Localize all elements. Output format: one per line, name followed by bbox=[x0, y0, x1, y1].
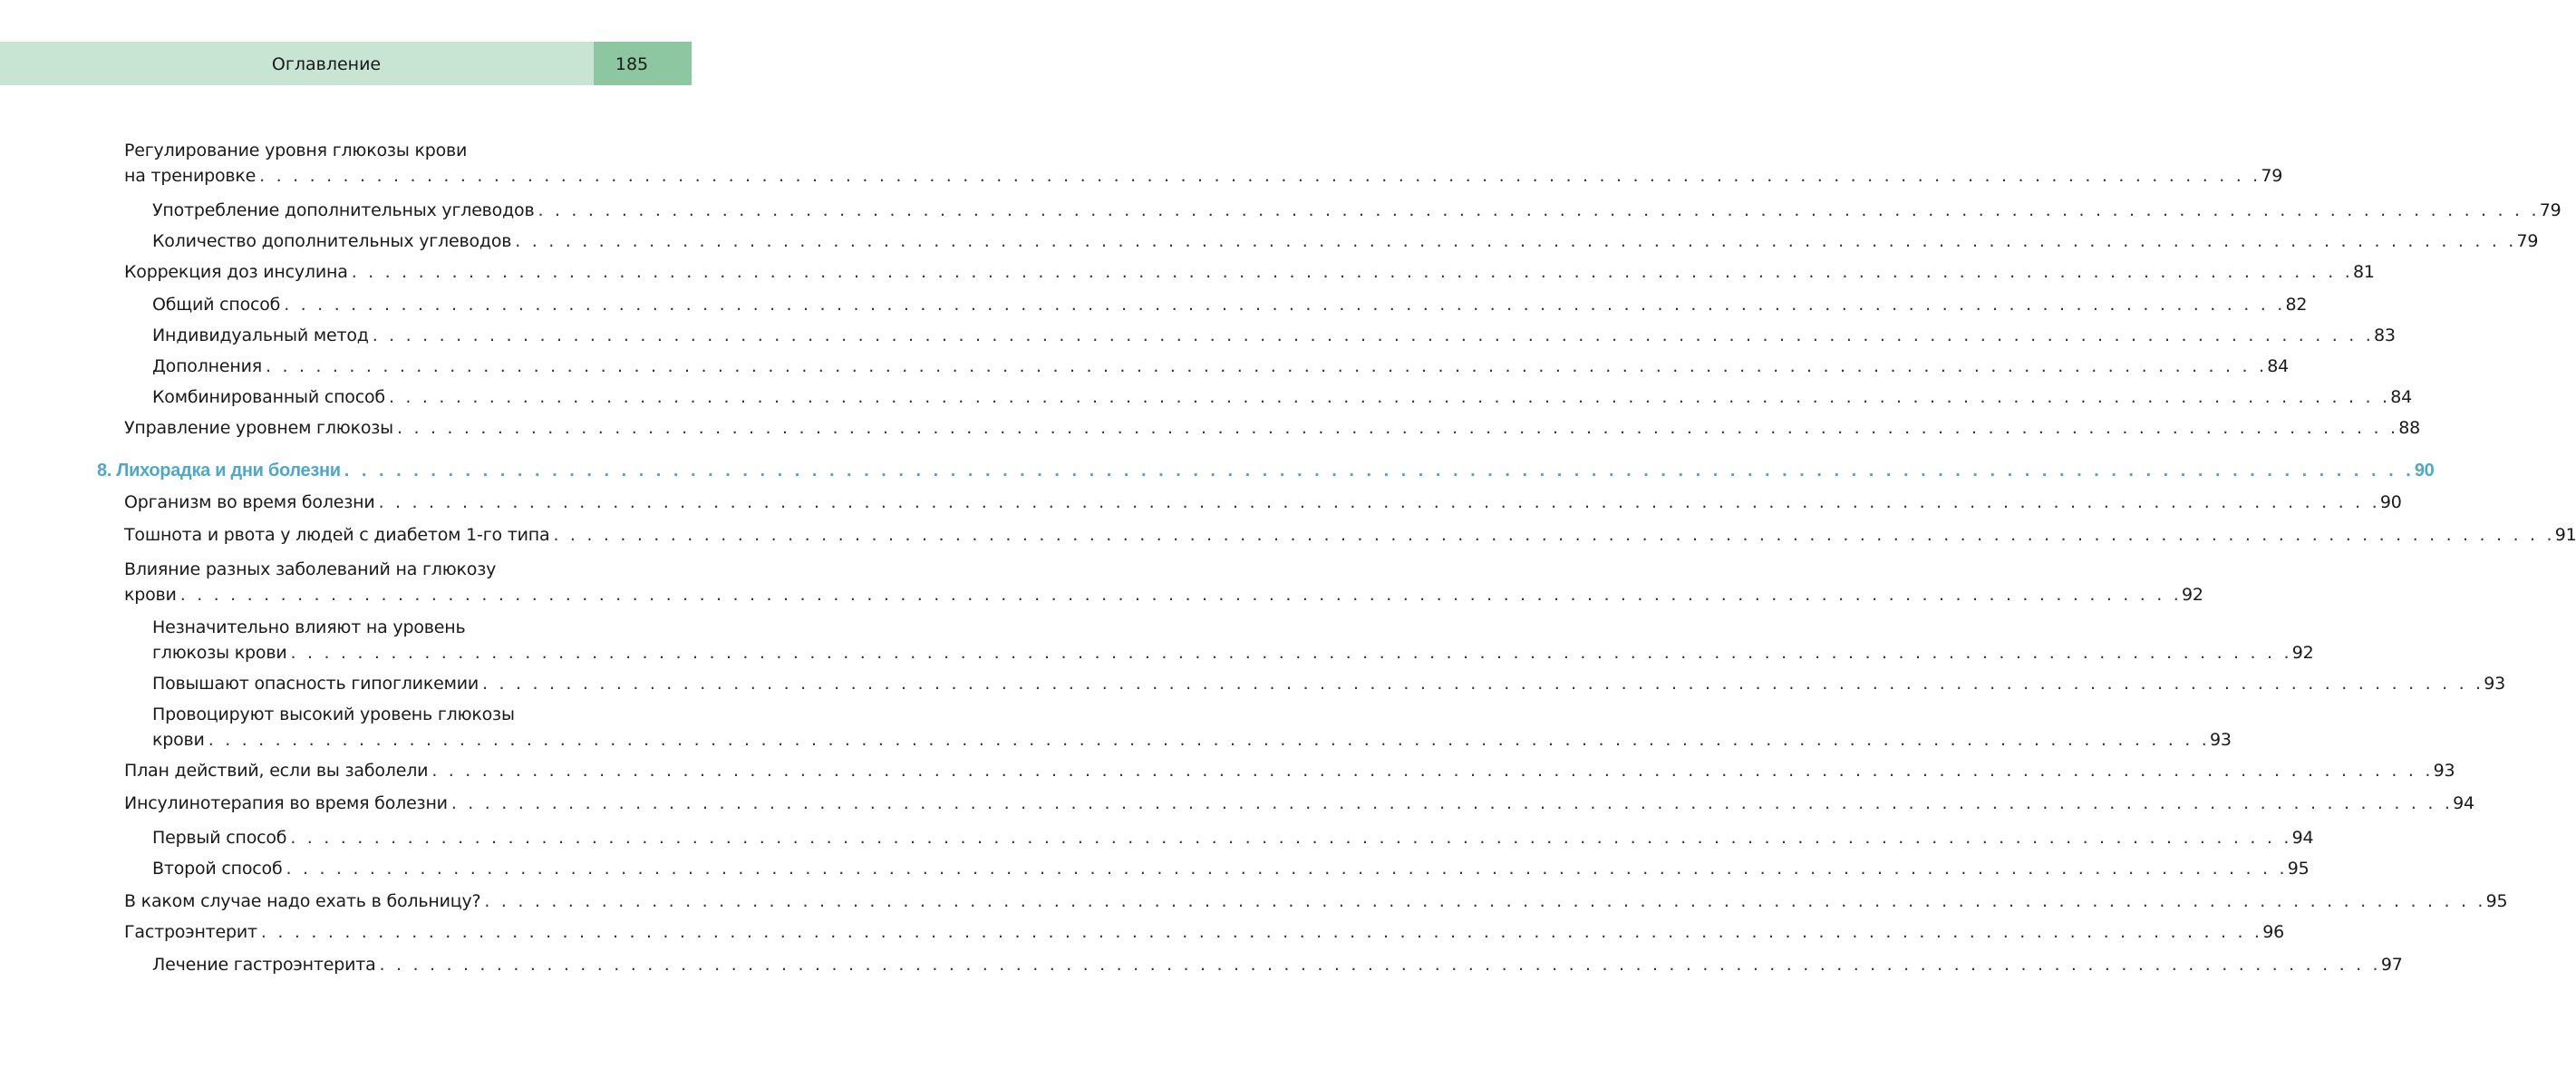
entry-title: Инсулинотерапия во время болезни bbox=[124, 793, 448, 813]
entry-page-number: 95 bbox=[2287, 859, 2310, 879]
entry-title: Индивидуальный метод bbox=[152, 325, 369, 345]
entry-title: глюкозы крови bbox=[152, 643, 287, 663]
dot-leader: . . . . . . . . . . . . . . . . . . . . . . . . . . . . . . . . . . . . . . . . . . . . . . . . . . . . . . . . . . . . . . . . . . . . . . . . . . . . . . . . . . . . . . . . . . . . . . . . . . . . . . . . . . . . . . . . . . . . . . . . bbox=[344, 461, 2415, 481]
entry-page-number: 90 bbox=[2379, 492, 2402, 512]
entry-page-number: 94 bbox=[2291, 828, 2314, 848]
page-number: 185 bbox=[615, 54, 649, 74]
entry-title: Первый способ bbox=[152, 828, 287, 848]
entry-title: Организм во время болезни bbox=[124, 492, 375, 512]
dot-leader: . . . . . . . . . . . . . . . . . . . . . . . . . . . . . . . . . . . . . . . . . . . . . . . . . . . . . . . . . . . . . . . . . . . . . . . . . . . . . . . . . . . . . . . . . . . . . . . . . . . . . . . . . . . . . . . . . . . . . . . . bbox=[290, 828, 2292, 848]
entry-page-number: 97 bbox=[2380, 955, 2403, 975]
toc-entry bbox=[152, 384, 2412, 410]
dot-leader: . . . . . . . . . . . . . . . . . . . . . . . . . . . . . . . . . . . . . . . . . . . . . . . . . . . . . . . . . . . . . . . . . . . . . . . . . . . . . . . . . . . . . . . . . . . . . . . . . . . . . . . . . . . . . . . . . . . . . . . . bbox=[379, 955, 2381, 975]
entry-title-line: Регулирование уровня глюкозы крови bbox=[124, 141, 468, 160]
page-header bbox=[0, 42, 692, 85]
entry-page-number: 82 bbox=[2285, 295, 2308, 315]
entry-page-number: 92 bbox=[2181, 585, 2203, 605]
entry-page-number: 84 bbox=[2390, 387, 2412, 407]
toc-entry bbox=[152, 292, 2308, 317]
entry-title: Гастроэнтерит bbox=[124, 922, 257, 942]
toc-entry bbox=[124, 889, 2508, 914]
entry-title: Комбинированный способ bbox=[152, 387, 385, 407]
dot-leader: . . . . . . . . . . . . . . . . . . . . . . . . . . . . . . . . . . . . . . . . . . . . . . . . . . . . . . . . . . . . . . . . . . . . . . . . . . . . . . . . . . . . . . . . . . . . . . . . . . . . . . . . . . . . . . . . . . . . . . . . bbox=[351, 262, 2353, 282]
entry-page-number: 90 bbox=[2414, 461, 2435, 481]
entry-title-line: Незначительно влияют на уровень bbox=[152, 617, 466, 637]
toc-entry bbox=[124, 758, 2455, 783]
entry-title-line: Провоцируют высокий уровень глюкозы bbox=[152, 704, 515, 724]
entry-page-number: 81 bbox=[2352, 262, 2375, 282]
dot-leader: . . . . . . . . . . . . . . . . . . . . . . . . . . . . . . . . . . . . . . . . . . . . . . . . . . . . . . . . . . . . . . . . . . . . . . . . . . . . . . . . . . . . . . . . . . . . . . . . . . . . . . . . . . . . . . . . . . . . . . . . bbox=[450, 793, 2454, 813]
toc-entry bbox=[124, 919, 2284, 945]
dot-leader: . . . . . . . . . . . . . . . . . . . . . . . . . . . . . . . . . . . . . . . . . . . . . . . . . . . . . . . . . . . . . . . . . . . . . . . . . . . . . . . . . . . . . . . . . . . . . . . . . . . . . . . . . . . . . . . . . . . . . . . . bbox=[515, 231, 2517, 251]
dot-leader: . . . . . . . . . . . . . . . . . . . . . . . . . . . . . . . . . . . . . . . . . . . . . . . . . . . . . . . . . . . . . . . . . . . . . . . . . . . . . . . . . . . . . . . . . . . . . . . . . . . . . . . . . . . . . . . . . . . . . . . . bbox=[179, 585, 2182, 605]
toc-entry bbox=[152, 228, 2539, 254]
entry-title: крови bbox=[152, 730, 205, 750]
dot-leader: . . . . . . . . . . . . . . . . . . . . . . . . . . . . . . . . . . . . . . . . . . . . . . . . . . . . . . . . . . . . . . . . . . . . . . . . . . . . . . . . . . . . . . . . . . . . . . . . . . . . . . . . . . . . . . . . . . . . . . . . bbox=[208, 730, 2210, 750]
toc-entry bbox=[124, 791, 2474, 816]
chapter-entry bbox=[97, 458, 2435, 483]
dot-leader: . . . . . . . . . . . . . . . . . . . . . . . . . . . . . . . . . . . . . . . . . . . . . . . . . . . . . . . . . . . . . . . . . . . . . . . . . . . . . . . . . . . . . . . . . . . . . . . . . . . . . . . . . . . . . . . . . . . . . . . . bbox=[378, 492, 2380, 512]
header-title: Оглавление bbox=[271, 54, 382, 74]
entry-page-number: 94 bbox=[2453, 793, 2474, 813]
toc-entry bbox=[152, 825, 2314, 850]
toc-entry bbox=[152, 615, 2314, 665]
entry-page-number: 93 bbox=[2484, 674, 2506, 694]
entry-title: Коррекция доз инсулина bbox=[124, 262, 348, 282]
entry-title: Управление уровнем глюкозы bbox=[124, 418, 393, 438]
dot-leader: . . . . . . . . . . . . . . . . . . . . . . . . . . . . . . . . . . . . . . . . . . . . . . . . . . . . . . . . . . . . . . . . . . . . . . . . . . . . . . . . . . . . . . . . . . . . . . . . . . . . . . . . . . . . . . . . . . . . . . . . bbox=[259, 166, 2261, 186]
toc-entry bbox=[152, 702, 2232, 753]
dot-leader: . . . . . . . . . . . . . . . . . . . . . . . . . . . . . . . . . . . . . . . . . . . . . . . . . . . . . . . . . . . . . . . . . . . . . . . . . . . . . . . . . . . . . . . . . . . . . . . . . . . . . . . . . . . . . . . . . . . . . . . . bbox=[396, 418, 2399, 438]
toc-entry bbox=[152, 323, 2396, 348]
entry-title: Дополнения bbox=[152, 356, 262, 376]
entry-title: План действий, если вы заболели bbox=[124, 761, 429, 781]
dot-leader: . . . . . . . . . . . . . . . . . . . . . . . . . . . . . . . . . . . . . . . . . . . . . . . . . . . . . . . . . . . . . . . . . . . . . . . . . . . . . . . . . . . . . . . . . . . . . . . . . . . . . . . . . . . . . . . . . . . . . . . . bbox=[388, 387, 2391, 407]
toc-entry bbox=[124, 259, 2375, 285]
entry-page-number: 84 bbox=[2267, 356, 2290, 376]
toc-entry bbox=[152, 952, 2403, 977]
toc-entry bbox=[124, 557, 2203, 607]
entry-title: 8. Лихорадка и дни болезни bbox=[97, 461, 341, 481]
dot-leader: . . . . . . . . . . . . . . . . . . . . . . . . . . . . . . . . . . . . . . . . . . . . . . . . . . . . . . . . . . . . . . . . . . . . . . . . . . . . . . . . . . . . . . . . . . . . . . . . . . . . . . . . . . . . . . . . . . . . . . . . bbox=[482, 674, 2484, 694]
entry-title: Тошнота и рвота у людей с диабетом 1-го типа bbox=[124, 525, 550, 545]
entry-page-number: 95 bbox=[2485, 891, 2508, 911]
entry-page-number: 92 bbox=[2291, 643, 2314, 663]
page-number-box bbox=[594, 42, 692, 85]
entry-title: Повышают опасность гипогликемии bbox=[152, 674, 479, 694]
entry-title: на тренировке bbox=[124, 166, 257, 186]
dot-leader: . . . . . . . . . . . . . . . . . . . . . . . . . . . . . . . . . . . . . . . . . . . . . . . . . . . . . . . . . . . . . . . . . . . . . . . . . . . . . . . . . . . . . . . . . . . . . . . . . . . . . . . . . . . . . . . . . . . . . . . . bbox=[290, 643, 2292, 663]
dot-leader: . . . . . . . . . . . . . . . . . . . . . . . . . . . . . . . . . . . . . . . . . . . . . . . . . . . . . . . . . . . . . . . . . . . . . . . . . . . . . . . . . . . . . . . . . . . . . . . . . . . . . . . . . . . . . . . . . . . . . . . . bbox=[431, 761, 2434, 781]
entry-title: крови bbox=[124, 585, 177, 605]
entry-page-number: 79 bbox=[2539, 200, 2561, 220]
entry-title: Употребление дополнительных углеводов bbox=[152, 200, 535, 220]
dot-leader: . . . . . . . . . . . . . . . . . . . . . . . . . . . . . . . . . . . . . . . . . . . . . . . . . . . . . . . . . . . . . . . . . . . . . . . . . . . . . . . . . . . . . . . . . . . . . . . . . . . . . . . . . . . . . . . . . . . . . . . . bbox=[537, 200, 2540, 220]
toc-entry bbox=[124, 415, 2421, 441]
entry-title: Второй способ bbox=[152, 859, 283, 879]
entry-page-number: 93 bbox=[2209, 730, 2232, 750]
dot-leader: . . . . . . . . . . . . . . . . . . . . . . . . . . . . . . . . . . . . . . . . . . . . . . . . . . . . . . . . . . . . . . . . . . . . . . . . . . . . . . . . . . . . . . . . . . . . . . . . . . . . . . . . . . . . . . . . . . . . . . . . bbox=[260, 922, 2263, 942]
entry-page-number: 96 bbox=[2262, 922, 2284, 942]
dot-leader: . . . . . . . . . . . . . . . . . . . . . . . . . . . . . . . . . . . . . . . . . . . . . . . . . . . . . . . . . . . . . . . . . . . . . . . . . . . . . . . . . . . . . . . . . . . . . . . . . . . . . . . . . . . . . . . . . . . . . . . . bbox=[286, 859, 2288, 879]
toc-entry bbox=[152, 671, 2506, 696]
dot-leader: . . . . . . . . . . . . . . . . . . . . . . . . . . . . . . . . . . . . . . . . . . . . . . . . . . . . . . . . . . . . . . . . . . . . . . . . . . . . . . . . . . . . . . . . . . . . . . . . . . . . . . . . . . . . . . . . . . . . . . . . bbox=[372, 325, 2374, 345]
toc-entry bbox=[124, 490, 2402, 515]
entry-title-line: Влияние разных заболеваний на глюкозу bbox=[124, 559, 497, 579]
toc-entry bbox=[124, 138, 2283, 189]
entry-title: Количество дополнительных углеводов bbox=[152, 231, 512, 251]
dot-leader: . . . . . . . . . . . . . . . . . . . . . . . . . . . . . . . . . . . . . . . . . . . . . . . . . . . . . . . . . . . . . . . . . . . . . . . . . . . . . . . . . . . . . . . . . . . . . . . . . . . . . . . . . . . . . . . . . . . . . . . . bbox=[265, 356, 2268, 376]
toc-entry bbox=[124, 522, 2576, 548]
dot-leader: . . . . . . . . . . . . . . . . . . . . . . . . . . . . . . . . . . . . . . . . . . . . . . . . . . . . . . . . . . . . . . . . . . . . . . . . . . . . . . . . . . . . . . . . . . . . . . . . . . . . . . . . . . . . . . . . . . . . . . . . bbox=[553, 525, 2555, 545]
entry-title: Общий способ bbox=[152, 295, 281, 315]
dot-leader: . . . . . . . . . . . . . . . . . . . . . . . . . . . . . . . . . . . . . . . . . . . . . . . . . . . . . . . . . . . . . . . . . . . . . . . . . . . . . . . . . . . . . . . . . . . . . . . . . . . . . . . . . . . . . . . . . . . . . . . . bbox=[284, 295, 2286, 315]
entry-page-number: 83 bbox=[2373, 325, 2396, 345]
entry-page-number: 93 bbox=[2433, 761, 2455, 781]
toc-entry bbox=[152, 354, 2290, 379]
entry-page-number: 79 bbox=[2261, 166, 2283, 186]
entry-page-number: 91 bbox=[2554, 525, 2576, 545]
toc-entry bbox=[152, 856, 2310, 881]
entry-page-number: 88 bbox=[2398, 418, 2421, 438]
toc-entry bbox=[152, 198, 2561, 223]
dot-leader: . . . . . . . . . . . . . . . . . . . . . . . . . . . . . . . . . . . . . . . . . . . . . . . . . . . . . . . . . . . . . . . . . . . . . . . . . . . . . . . . . . . . . . . . . . . . . . . . . . . . . . . . . . . . . . . . . . . . . . . . bbox=[484, 891, 2486, 911]
entry-title: Лечение гастроэнтерита bbox=[152, 955, 376, 975]
entry-page-number: 79 bbox=[2516, 231, 2539, 251]
entry-title: В каком случае надо ехать в больницу? bbox=[124, 891, 481, 911]
